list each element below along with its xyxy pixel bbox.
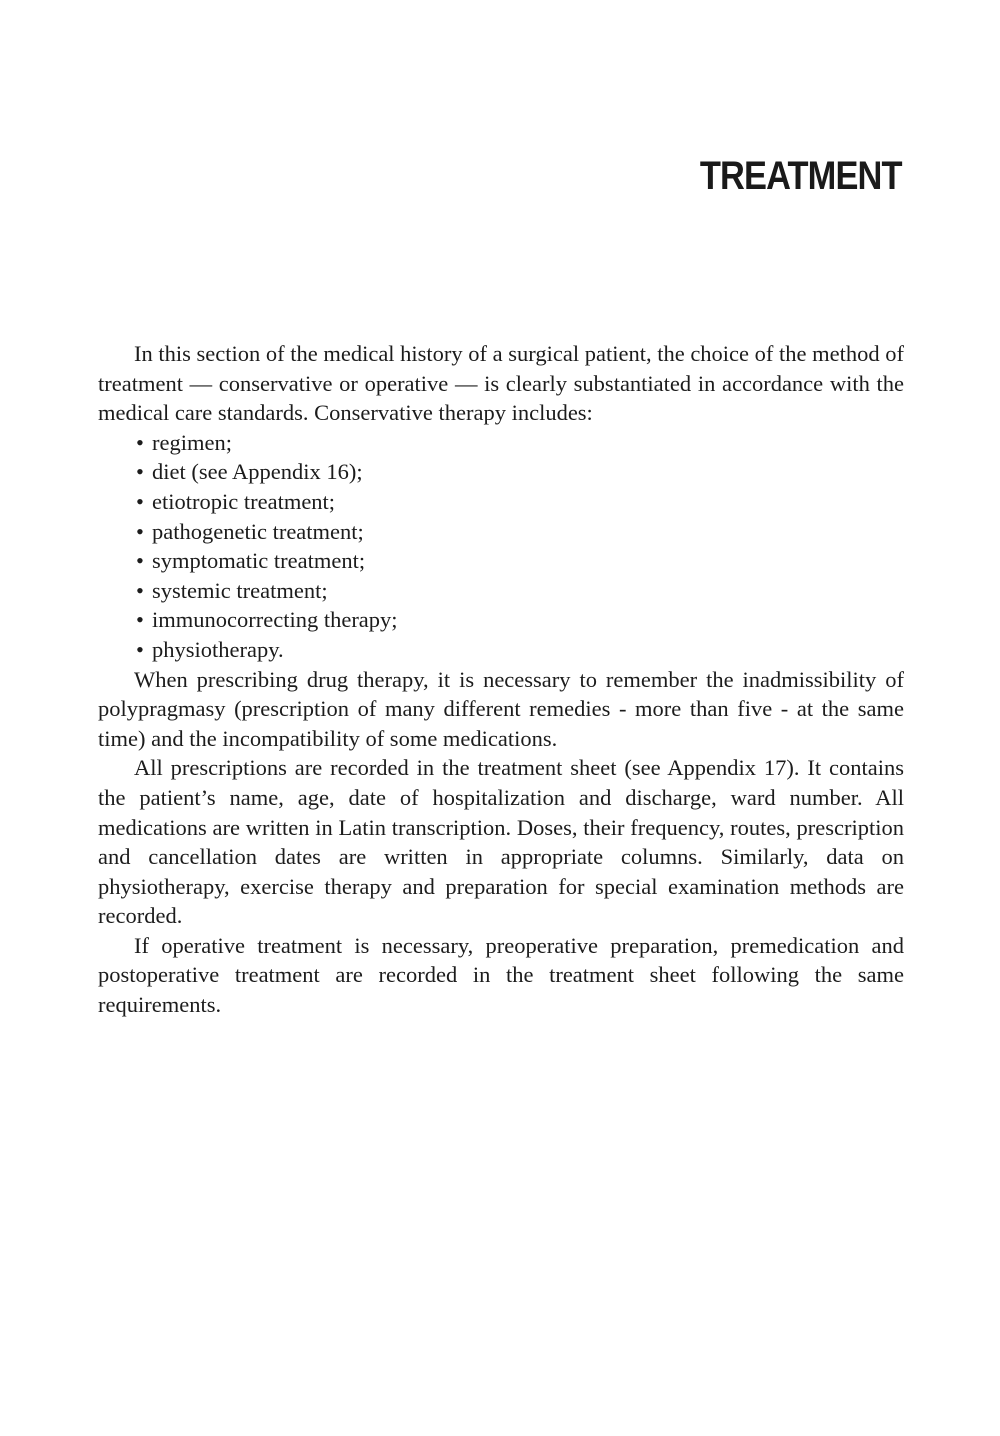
drug-therapy-paragraph: When prescribing drug therapy, it is necessary to remember the inadmissibility of polypragmasy (prescription of many different remedies - more than five - at the same time) and the incompatibility of some medications. <box>98 666 904 751</box>
operative-treatment-paragraph: If operative treatment is necessary, preoperative preparation, premedication and postoperative treatment are recorded in the treatment sheet following the same requirements. <box>98 932 904 1018</box>
bullet-icon: • <box>136 488 144 514</box>
prescriptions-paragraph: All prescriptions are recorded in the treatment sheet (see Appendix 17). It contains the patient’s name, age, date of hospitalization and discharge, ward number. All medications are written in Latin transcription. Doses, their frequency, routes, prescription and cancellation dates are written in appropriate columns. Similarly, data on physiotherapy, exercise therapy and preparation for special examination methods are recorded. <box>98 755 904 929</box>
list-item <box>136 517 904 547</box>
list-item-text: symptomatic treatment; <box>152 548 366 574</box>
bullet-icon: • <box>136 548 144 574</box>
list-item-text: systemic treatment; <box>152 577 328 603</box>
list-item <box>136 428 904 458</box>
list-item <box>136 487 904 517</box>
bullet-icon: • <box>136 607 144 633</box>
list-item <box>136 576 904 606</box>
list-item <box>136 457 904 487</box>
intro-paragraph: In this section of the medical history of a surgical patient, the choice of the method of treatment — conservative or operative — is clearly substantiated in accordance with the medical care standards. Conservative therapy includes: <box>98 341 904 426</box>
bullet-icon: • <box>136 577 144 603</box>
list-item <box>136 605 904 635</box>
list-item-text: regimen; <box>152 429 232 455</box>
list-item-text: diet (see Appendix 16); <box>152 459 363 485</box>
bullet-icon: • <box>136 636 144 662</box>
bullet-icon: • <box>136 459 144 485</box>
bullet-icon: • <box>136 518 144 544</box>
therapy-list <box>98 428 904 665</box>
section-title: TREATMENT <box>700 154 902 198</box>
list-item-text: etiotropic treatment; <box>152 488 336 514</box>
body-text <box>98 339 904 1020</box>
bullet-icon: • <box>136 429 144 455</box>
list-item <box>136 635 904 665</box>
list-item-text: pathogenetic treatment; <box>152 518 364 544</box>
list-item-text: immunocorrecting therapy; <box>152 607 398 633</box>
list-item-text: physiotherapy. <box>152 636 284 662</box>
list-item <box>136 546 904 576</box>
